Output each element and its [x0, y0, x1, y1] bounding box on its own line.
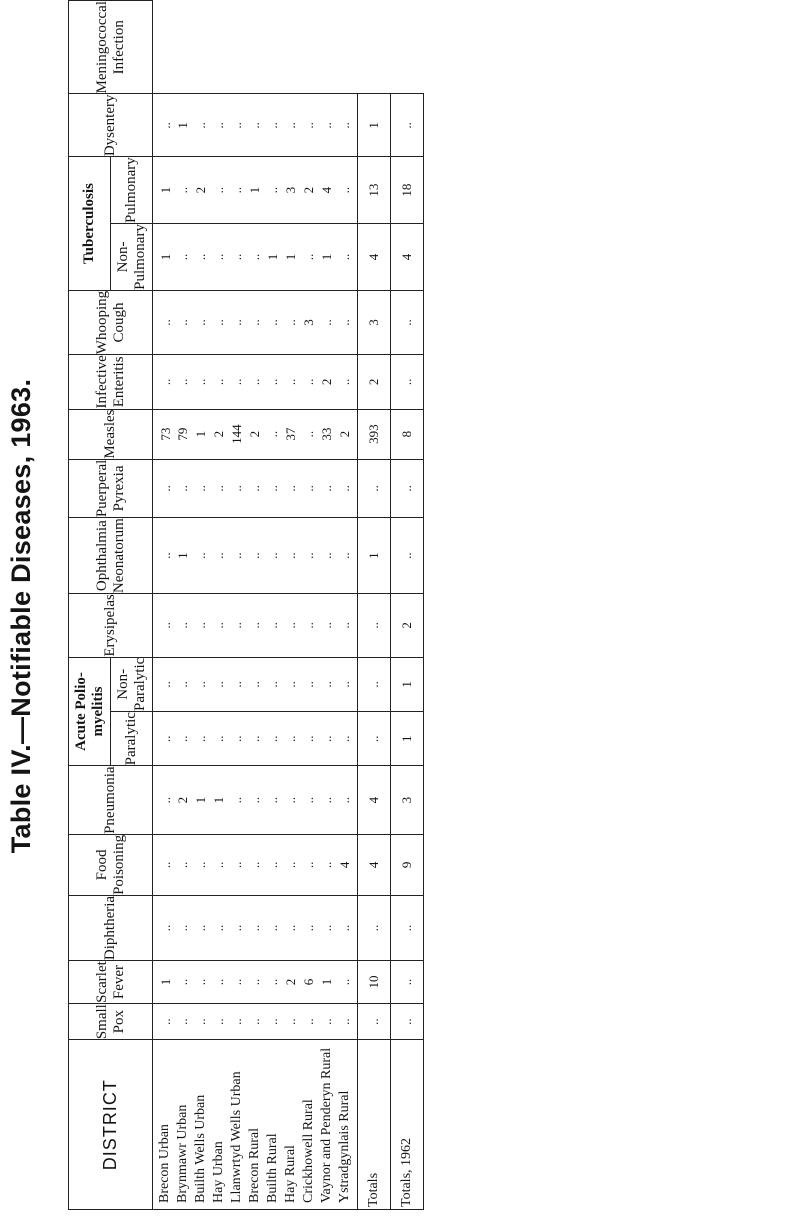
value-cell: ..: [264, 657, 282, 711]
value-cell: ..: [300, 895, 318, 960]
value-cell: ..: [358, 594, 391, 657]
col-scarlet-fever: Scarlet Fever: [69, 961, 153, 1004]
notifiable-diseases-table: [68, 0, 424, 1210]
value-cell: ..: [192, 961, 210, 1004]
value-cell: ..: [246, 657, 264, 711]
value-cell: ..: [246, 712, 264, 766]
value-cell: ..: [282, 657, 300, 711]
value-cell: ..: [300, 594, 318, 657]
value-cell: ..: [153, 834, 175, 895]
value-cell: 37: [282, 409, 300, 459]
col-dysentery: Dysentery: [69, 94, 153, 157]
value-cell: ..: [153, 594, 175, 657]
col-meningococcal: Meningococcal Infection: [69, 1, 153, 94]
value-cell: 8: [391, 409, 424, 459]
value-cell: 1: [391, 712, 424, 766]
col-small-pox: Small Pox: [69, 1003, 153, 1039]
value-cell: ..: [300, 834, 318, 895]
value-cell: ..: [300, 94, 318, 157]
value-cell: ..: [282, 766, 300, 835]
col-paralytic: Paralytic: [111, 712, 153, 766]
value-cell: ..: [228, 1003, 246, 1039]
value-cell: ..: [192, 895, 210, 960]
value-cell: 4: [336, 834, 358, 895]
value-cell: ..: [264, 157, 282, 224]
value-cell: ..: [358, 657, 391, 711]
value-cell: ..: [318, 94, 336, 157]
value-cell: ..: [174, 594, 192, 657]
value-cell: 2: [318, 355, 336, 409]
value-cell: ..: [153, 518, 175, 594]
district-cell: Vaynor and Penderyn Rural: [318, 1040, 336, 1210]
group-tuberculosis: Tuberculosis: [69, 157, 111, 291]
value-cell: ..: [282, 895, 300, 960]
value-cell: ..: [282, 594, 300, 657]
value-cell: 79: [174, 409, 192, 459]
value-cell: ..: [174, 712, 192, 766]
value-cell: ..: [174, 895, 192, 960]
value-cell: ..: [391, 290, 424, 354]
col-diphtheria: Diphtheria: [69, 895, 153, 960]
value-cell: ..: [174, 355, 192, 409]
value-cell: ..: [192, 712, 210, 766]
value-cell: ..: [300, 657, 318, 711]
value-cell: 2: [300, 157, 318, 224]
value-cell: ..: [358, 712, 391, 766]
value-cell: ..: [246, 224, 264, 291]
value-cell: ..: [358, 1003, 391, 1039]
value-cell: ..: [153, 657, 175, 711]
value-cell: ..: [264, 518, 282, 594]
value-cell: ..: [264, 94, 282, 157]
value-cell: ..: [153, 355, 175, 409]
value-cell: ..: [174, 1003, 192, 1039]
value-cell: ..: [228, 766, 246, 835]
value-cell: ..: [318, 1003, 336, 1039]
table-title: Table IV.—Notifiable Diseases, 1963.: [6, 378, 36, 854]
value-cell: 1: [174, 94, 192, 157]
value-cell: ..: [174, 290, 192, 354]
value-cell: ..: [228, 355, 246, 409]
value-cell: ..: [228, 895, 246, 960]
district-cell: Hay Urban: [210, 1040, 228, 1210]
value-cell: ..: [264, 712, 282, 766]
value-cell: ..: [318, 594, 336, 657]
value-cell: ..: [336, 766, 358, 835]
value-cell: ..: [300, 712, 318, 766]
value-cell: ..: [192, 834, 210, 895]
value-cell: 3: [282, 157, 300, 224]
value-cell: 3: [300, 290, 318, 354]
value-cell: 9: [391, 834, 424, 895]
value-cell: ..: [282, 518, 300, 594]
value-cell: ..: [174, 834, 192, 895]
value-cell: ..: [246, 895, 264, 960]
value-cell: 2: [174, 766, 192, 835]
district-cell: Brecon Rural: [246, 1040, 264, 1210]
value-cell: 2: [336, 409, 358, 459]
value-cell: ..: [228, 518, 246, 594]
col-non-pulmonary: Non-Pulmonary: [111, 224, 153, 291]
table-row: [282, 1, 300, 1210]
value-cell: ..: [336, 94, 358, 157]
table-row: [300, 1, 318, 1210]
table-row: [246, 1, 264, 1210]
value-cell: ..: [318, 712, 336, 766]
value-cell: ..: [174, 657, 192, 711]
value-cell: ..: [300, 459, 318, 517]
value-cell: 1: [153, 157, 175, 224]
value-cell: 2: [391, 594, 424, 657]
value-cell: ..: [336, 224, 358, 291]
value-cell: 4: [358, 224, 391, 291]
value-cell: 4: [358, 766, 391, 835]
value-cell: 1: [358, 94, 391, 157]
col-pulmonary: Pulmonary: [111, 157, 153, 224]
value-cell: ..: [192, 459, 210, 517]
col-non-paralytic: Non-Paralytic: [111, 657, 153, 711]
value-cell: ..: [210, 290, 228, 354]
value-cell: ..: [174, 224, 192, 291]
value-cell: ..: [210, 94, 228, 157]
table-row: [153, 1, 175, 1210]
value-cell: ..: [264, 766, 282, 835]
value-cell: ..: [210, 1003, 228, 1039]
value-cell: 1: [246, 157, 264, 224]
value-cell: ..: [264, 961, 282, 1004]
district-cell: Ystradgynlais Rural: [336, 1040, 358, 1210]
value-cell: 1: [282, 224, 300, 291]
value-cell: ..: [391, 518, 424, 594]
value-cell: 4: [358, 834, 391, 895]
value-cell: ..: [318, 518, 336, 594]
value-cell: 1: [391, 657, 424, 711]
col-food-poisoning: Food Poisoning: [69, 834, 153, 895]
value-cell: ..: [264, 290, 282, 354]
value-cell: ..: [336, 290, 358, 354]
value-cell: ..: [228, 459, 246, 517]
col-measles: Measles: [69, 409, 153, 459]
table-row: [228, 1, 246, 1210]
value-cell: ..: [192, 594, 210, 657]
value-cell: ..: [336, 712, 358, 766]
value-cell: ..: [282, 712, 300, 766]
value-cell: ..: [210, 657, 228, 711]
value-cell: ..: [300, 518, 318, 594]
value-cell: ..: [264, 409, 282, 459]
value-cell: ..: [153, 712, 175, 766]
value-cell: ..: [153, 1003, 175, 1039]
table-row: [358, 1, 391, 1210]
value-cell: 1: [210, 766, 228, 835]
value-cell: 4: [318, 157, 336, 224]
col-pneumonia: Pneumonia: [69, 766, 153, 835]
value-cell: ..: [318, 290, 336, 354]
value-cell: ..: [246, 94, 264, 157]
value-cell: ..: [210, 961, 228, 1004]
value-cell: ..: [318, 834, 336, 895]
value-cell: ..: [246, 594, 264, 657]
value-cell: ..: [391, 459, 424, 517]
col-whooping-cough: Whooping Cough: [69, 290, 153, 354]
value-cell: ..: [246, 355, 264, 409]
value-cell: ..: [174, 961, 192, 1004]
value-cell: 4: [391, 224, 424, 291]
value-cell: ..: [246, 459, 264, 517]
value-cell: ..: [192, 290, 210, 354]
value-cell: 2: [358, 355, 391, 409]
value-cell: ..: [192, 657, 210, 711]
value-cell: 2: [210, 409, 228, 459]
value-cell: ..: [210, 518, 228, 594]
value-cell: 393: [358, 409, 391, 459]
value-cell: ..: [153, 290, 175, 354]
value-cell: 10: [358, 961, 391, 1004]
value-cell: ..: [358, 459, 391, 517]
value-cell: 2: [282, 961, 300, 1004]
table-row: [210, 1, 228, 1210]
district-cell: Builth Wells Urban: [192, 1040, 210, 1210]
value-cell: ..: [192, 1003, 210, 1039]
district-cell: Builth Rural: [264, 1040, 282, 1210]
district-cell: Llanwrtyd Wells Urban: [228, 1040, 246, 1210]
col-erysipelas: Erysipelas: [69, 594, 153, 657]
value-cell: 2: [192, 157, 210, 224]
value-cell: ..: [318, 459, 336, 517]
value-cell: 1: [192, 766, 210, 835]
value-cell: 18: [391, 157, 424, 224]
value-cell: ..: [228, 224, 246, 291]
value-cell: ..: [264, 895, 282, 960]
value-cell: ..: [318, 895, 336, 960]
value-cell: ..: [246, 290, 264, 354]
district-cell: Brecon Urban: [153, 1040, 175, 1210]
value-cell: ..: [153, 766, 175, 835]
value-cell: 144: [228, 409, 246, 459]
value-cell: 73: [153, 409, 175, 459]
value-cell: ..: [300, 1003, 318, 1039]
value-cell: 6: [300, 961, 318, 1004]
value-cell: ..: [210, 355, 228, 409]
value-cell: ..: [391, 1003, 424, 1039]
value-cell: 1: [153, 224, 175, 291]
value-cell: ..: [228, 157, 246, 224]
value-cell: ..: [282, 834, 300, 895]
value-cell: ..: [246, 518, 264, 594]
value-cell: 2: [246, 409, 264, 459]
value-cell: ..: [264, 594, 282, 657]
table-row: [192, 1, 210, 1210]
district-cell: Hay Rural: [282, 1040, 300, 1210]
value-cell: ..: [228, 834, 246, 895]
value-cell: ..: [174, 459, 192, 517]
value-cell: ..: [336, 459, 358, 517]
value-cell: ..: [153, 94, 175, 157]
value-cell: ..: [391, 895, 424, 960]
table-row: [318, 1, 336, 1210]
district-cell: Crickhowell Rural: [300, 1040, 318, 1210]
value-cell: ..: [282, 94, 300, 157]
value-cell: ..: [246, 834, 264, 895]
value-cell: ..: [153, 459, 175, 517]
value-cell: ..: [192, 355, 210, 409]
value-cell: ..: [282, 290, 300, 354]
value-cell: ..: [358, 895, 391, 960]
value-cell: ..: [391, 94, 424, 157]
district-cell: Totals: [358, 1040, 391, 1210]
value-cell: ..: [300, 409, 318, 459]
value-cell: ..: [336, 961, 358, 1004]
value-cell: ..: [246, 766, 264, 835]
value-cell: 3: [391, 766, 424, 835]
value-cell: 1: [192, 409, 210, 459]
value-cell: ..: [336, 1003, 358, 1039]
value-cell: ..: [210, 224, 228, 291]
value-cell: ..: [192, 94, 210, 157]
table-row: [174, 1, 192, 1210]
district-cell: Brynmawr Urban: [174, 1040, 192, 1210]
value-cell: ..: [264, 459, 282, 517]
value-cell: ..: [264, 355, 282, 409]
value-cell: ..: [336, 657, 358, 711]
col-infective-enteritis: Infective Enteritis: [69, 355, 153, 409]
value-cell: ..: [210, 895, 228, 960]
value-cell: ..: [336, 157, 358, 224]
value-cell: ..: [153, 895, 175, 960]
value-cell: ..: [336, 518, 358, 594]
value-cell: 1: [174, 518, 192, 594]
table-row: [391, 1, 424, 1210]
value-cell: ..: [300, 224, 318, 291]
value-cell: 1: [153, 961, 175, 1004]
value-cell: ..: [228, 657, 246, 711]
value-cell: 13: [358, 157, 391, 224]
value-cell: ..: [264, 834, 282, 895]
col-puerperal-pyrexia: Puerperal Pyrexia: [69, 459, 153, 517]
value-cell: ..: [210, 594, 228, 657]
value-cell: ..: [228, 594, 246, 657]
table-row: [264, 1, 282, 1210]
value-cell: 33: [318, 409, 336, 459]
district-header: DISTRICT: [69, 1040, 153, 1210]
value-cell: ..: [282, 459, 300, 517]
value-cell: ..: [228, 290, 246, 354]
value-cell: ..: [228, 712, 246, 766]
value-cell: ..: [228, 961, 246, 1004]
value-cell: ..: [210, 834, 228, 895]
value-cell: ..: [336, 895, 358, 960]
value-cell: ..: [192, 518, 210, 594]
value-cell: 3: [358, 290, 391, 354]
value-cell: ..: [210, 712, 228, 766]
table-row: [336, 1, 358, 1210]
value-cell: ..: [228, 94, 246, 157]
value-cell: ..: [264, 1003, 282, 1039]
district-cell: Totals, 1962: [391, 1040, 424, 1210]
value-cell: ..: [210, 157, 228, 224]
value-cell: ..: [318, 657, 336, 711]
value-cell: 1: [264, 224, 282, 291]
value-cell: ..: [300, 355, 318, 409]
col-ophthalmia: Ophthalmia Neonatorum: [69, 518, 153, 594]
value-cell: 1: [318, 961, 336, 1004]
value-cell: ..: [300, 766, 318, 835]
value-cell: ..: [336, 594, 358, 657]
value-cell: ..: [282, 1003, 300, 1039]
value-cell: ..: [246, 961, 264, 1004]
value-cell: ..: [391, 961, 424, 1004]
value-cell: ..: [282, 355, 300, 409]
value-cell: ..: [336, 355, 358, 409]
value-cell: ..: [192, 224, 210, 291]
value-cell: 1: [318, 224, 336, 291]
value-cell: ..: [174, 157, 192, 224]
value-cell: ..: [391, 355, 424, 409]
value-cell: 1: [358, 518, 391, 594]
value-cell: ..: [246, 1003, 264, 1039]
group-acute-polio: Acute Polio-myelitis: [69, 657, 111, 766]
value-cell: ..: [318, 766, 336, 835]
value-cell: ..: [210, 459, 228, 517]
